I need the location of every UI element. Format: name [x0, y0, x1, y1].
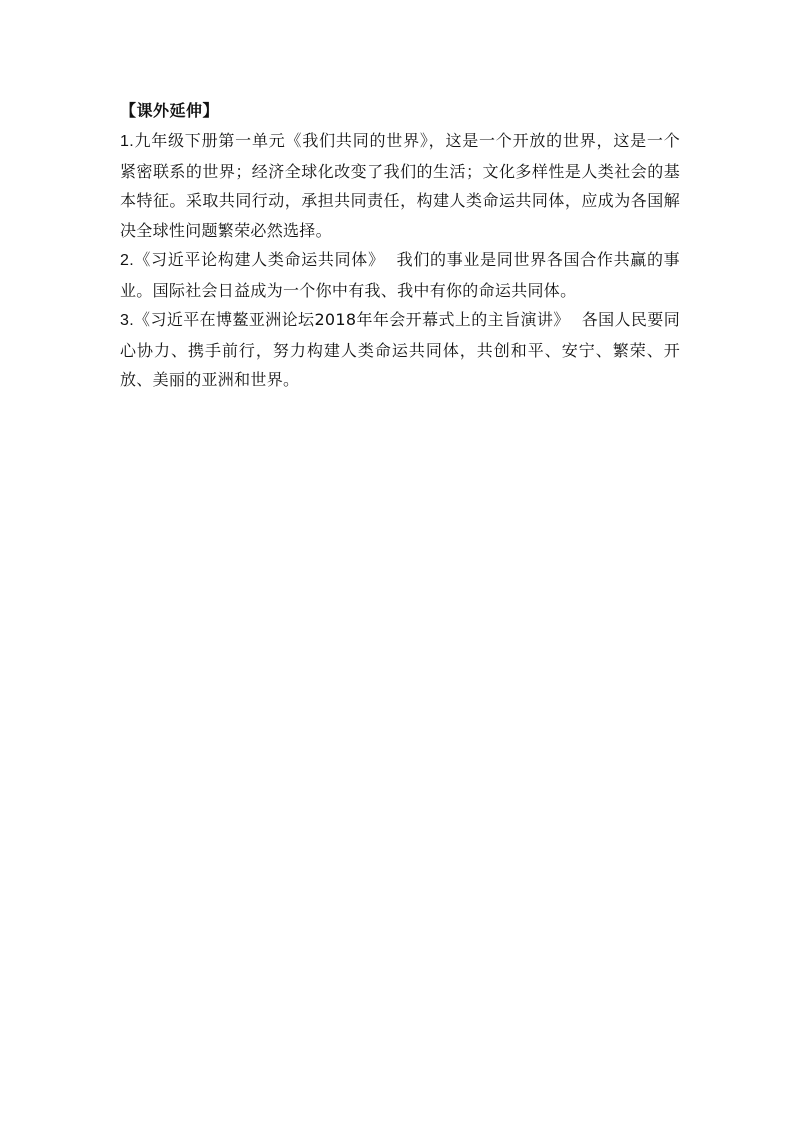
item-title: 《习近平在博鳌亚洲论坛2018年年会开幕式上的主旨演讲》	[133, 310, 570, 329]
item-number: 3.	[120, 312, 134, 329]
item-text: 这是一个开放的世界，这是一个紧密联系的世界；经济全球化改变了我们的生活；文化多样性是人类社会的基本特征。采取共同行动，承担共同责任，构建人类命运共同体，应成为各国解决全球性问题繁荣必然选择。	[120, 131, 680, 240]
list-item	[120, 126, 680, 245]
item-text: 各国人民要同心协力、携手前行，努力构建人类命运共同体，共创和平、安宁、繁荣、开放、美丽的亚洲和世界。	[120, 310, 680, 389]
item-number: 1.	[120, 133, 134, 150]
item-title: 九年级下册第一单元《我们共同的世界》，	[133, 131, 446, 150]
section-heading: 【课外延伸】	[120, 101, 220, 120]
item-number: 2.	[120, 252, 134, 269]
item-title: 《习近平论构建人类命运共同体》	[133, 250, 385, 269]
extension-list	[120, 126, 680, 395]
list-item	[120, 305, 680, 395]
list-item	[120, 245, 680, 305]
document-page	[120, 96, 680, 395]
item-text: 我们的事业是同世界各国合作共赢的事业。国际社会日益成为一个你中有我、我中有你的命运共同体。	[120, 250, 680, 300]
